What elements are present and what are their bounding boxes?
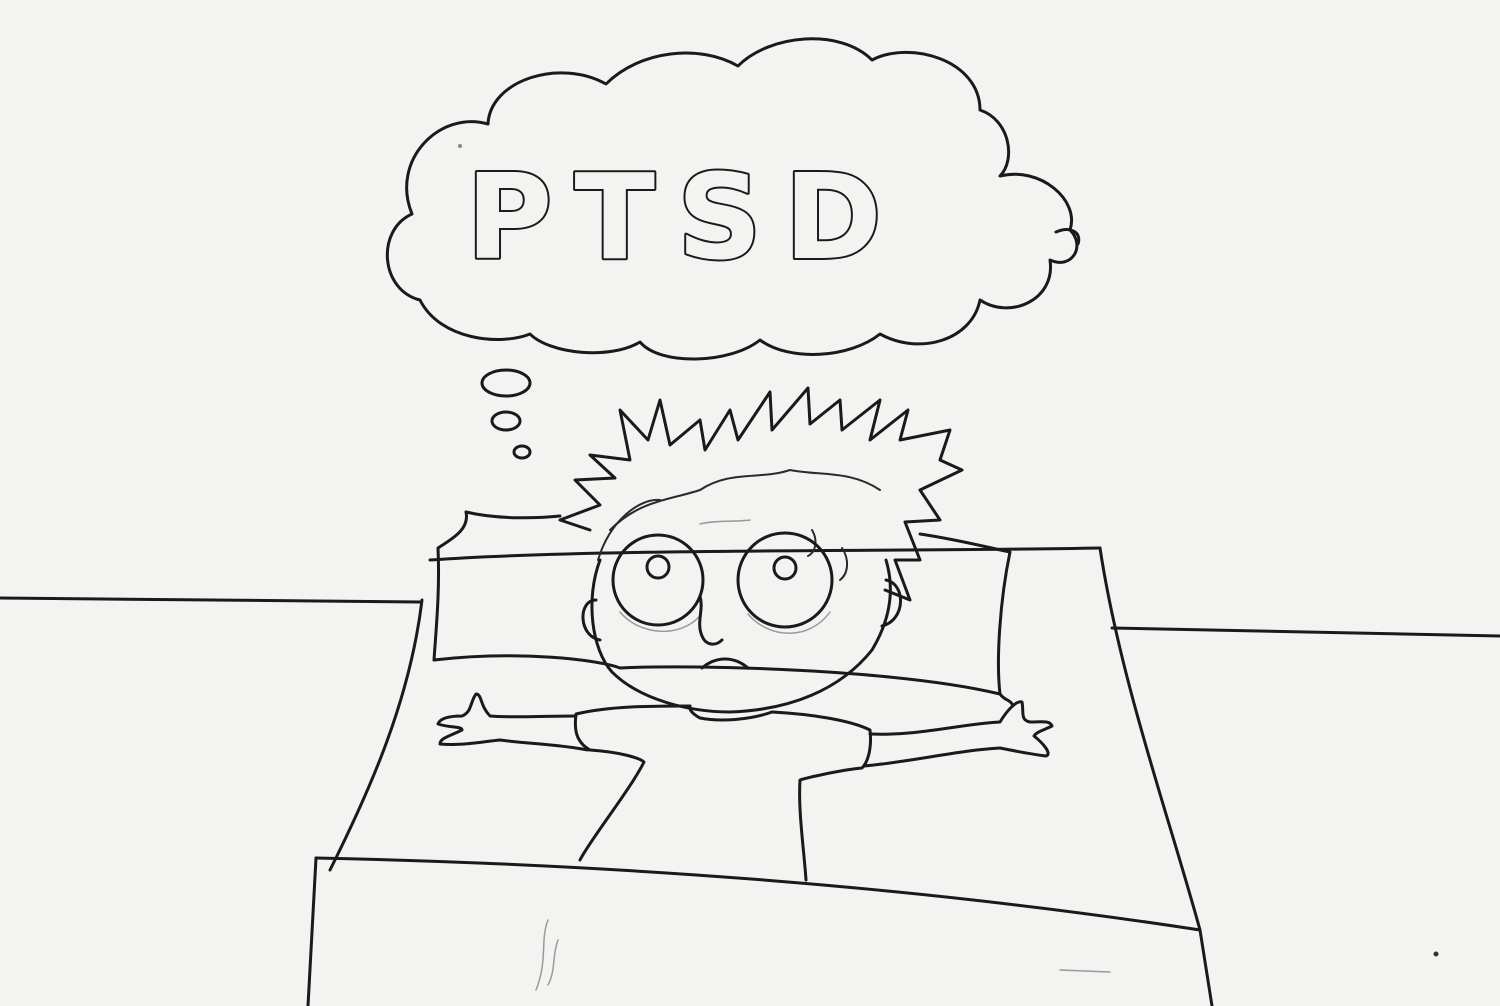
left-pupil bbox=[647, 556, 669, 578]
pillow bbox=[434, 512, 1012, 704]
thought-circle-large bbox=[482, 370, 530, 396]
thought-trail bbox=[482, 370, 530, 458]
face-details bbox=[700, 596, 748, 668]
left-eye bbox=[613, 535, 703, 625]
bed bbox=[308, 548, 1212, 1006]
right-pupil bbox=[774, 557, 796, 579]
arms bbox=[438, 694, 1052, 766]
thought-circle-medium bbox=[492, 412, 520, 430]
eyes bbox=[613, 533, 832, 633]
thought-bubble bbox=[387, 39, 1078, 359]
thought-circle-small bbox=[514, 446, 530, 458]
stray-dot bbox=[1434, 952, 1439, 957]
hair bbox=[560, 388, 962, 600]
body bbox=[575, 706, 870, 880]
stray-dot bbox=[458, 144, 462, 148]
thought-text: PTSD bbox=[466, 148, 904, 286]
